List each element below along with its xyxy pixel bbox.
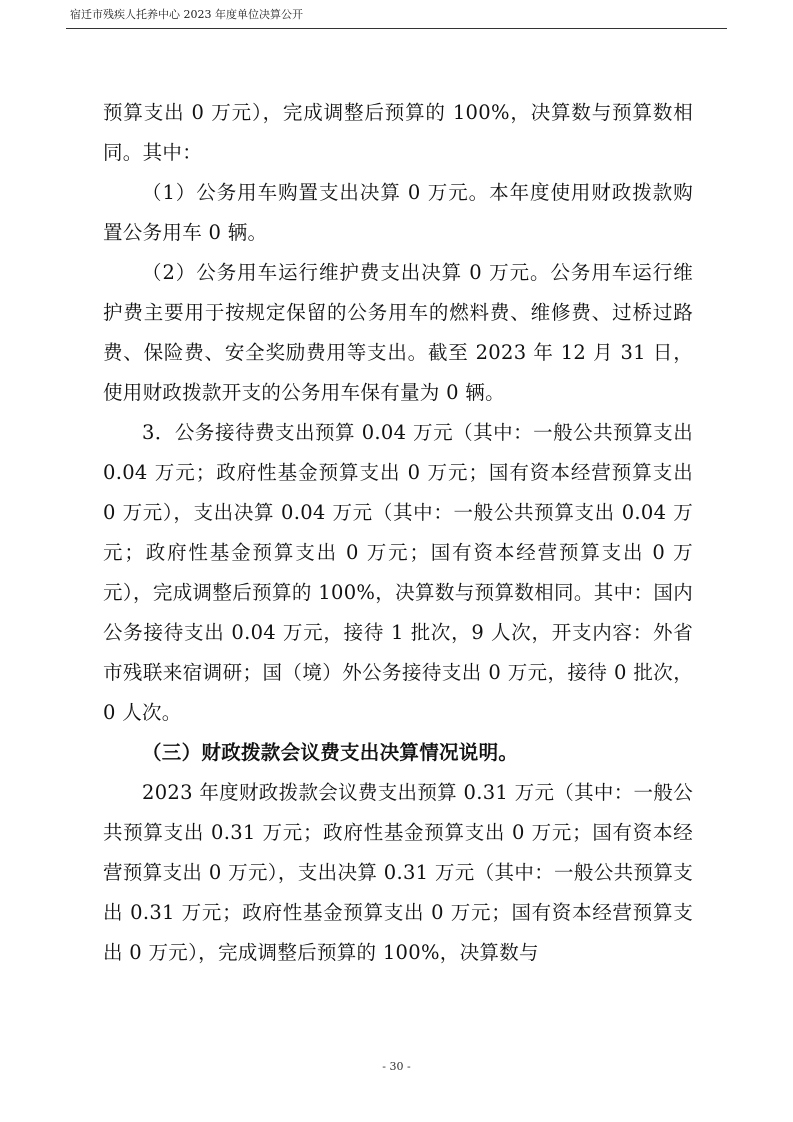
header-divider	[66, 28, 727, 29]
document-body	[103, 93, 693, 973]
paragraph-vehicle-maintenance: （2）公务用车运行维护费支出决算 0 万元。公务用车运行维护费主要用于按规定保留的公务用车的燃料费、维修费、过桥过路费、保险费、安全奖励费用等支出。截至 2023 年 12 月 31 日，使用财政拨款开支的公务用车保有量为 0 辆。	[103, 261, 693, 404]
paragraph-meeting-expenses: 2023 年度财政拨款会议费支出预算 0.31 万元（其中：一般公共预算支出 0.31 万元；政府性基金预算支出 0 万元；国有资本经营预算支出 0 万元），支出决算 0.31 万元（其中：一般公共预算支出 0.31 万元；政府性基金预算支出 0 万元；国有资本经营预算支出 0 万元），完成调整后预算的 100%，决算数与	[103, 781, 693, 964]
paragraph-vehicle-purchase: （1）公务用车购置支出决算 0 万元。本年度使用财政拨款购置公务用车 0 辆。	[103, 181, 693, 244]
paragraph-reception-expenses: 3．公务接待费支出预算 0.04 万元（其中：一般公共预算支出 0.04 万元；政府性基金预算支出 0 万元；国有资本经营预算支出 0 万元），支出决算 0.04 万元（其中：一般公共预算支出 0.04 万元；政府性基金预算支出 0 万元；国有资本经营预算支出 0 万元），完成调整后预算的 100%，决算数与预算数相同。其中：国内公务接待支出 0.04 万元，接待 1 批次，9 人次，开支内容：外省市残联来宿调研；国（境）外公务接待支出 0 万元，接待 0 批次，0 人次。	[103, 421, 693, 724]
section-heading-meeting-expenses: （三）财政拨款会议费支出决算情况说明。	[142, 741, 519, 764]
page-number: - 30 -	[382, 1060, 411, 1073]
paragraph-budget-continuation: 预算支出 0 万元），完成调整后预算的 100%，决算数与预算数相同。其中：	[103, 101, 693, 164]
document-header: 宿迁市残疾人托养中心 2023 年度单位决算公开	[70, 8, 303, 21]
